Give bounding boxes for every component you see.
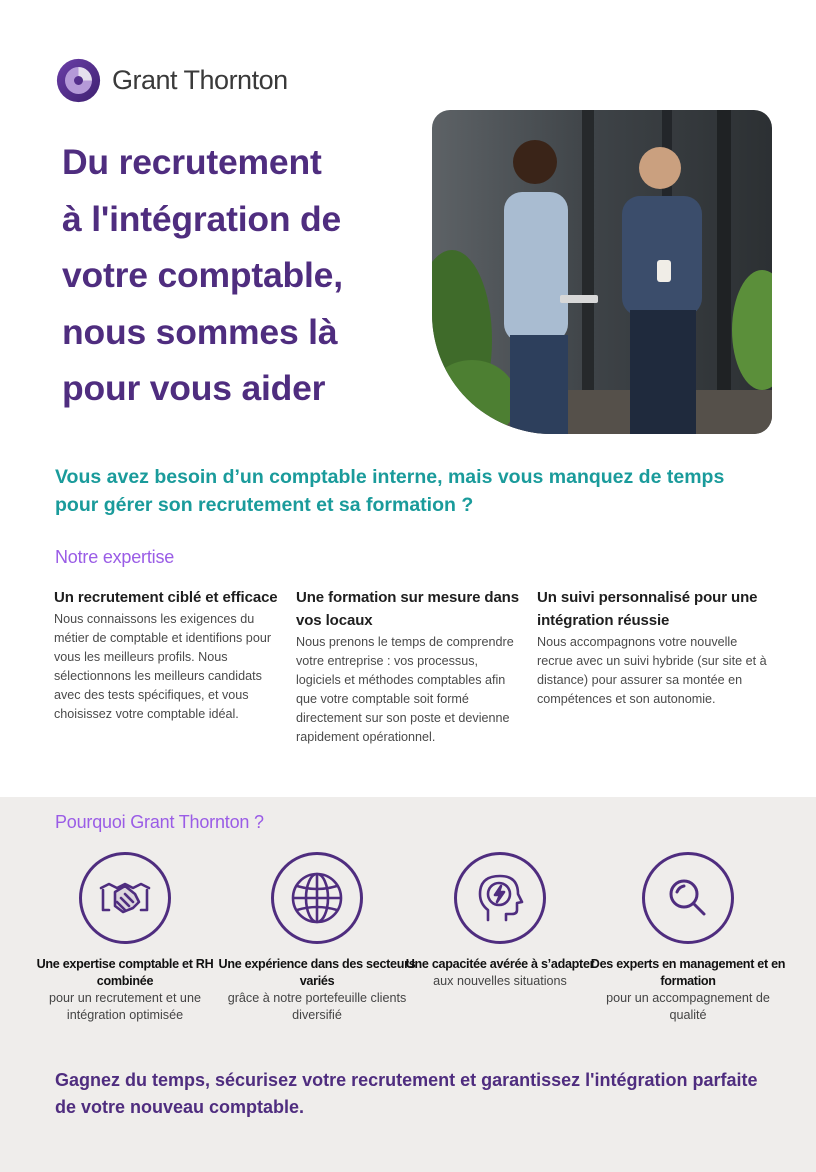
closing-statement: Gagnez du temps, sécurisez votre recrutement et garantissez l'intégration parfaite de votre nouveau comptable. <box>55 1070 758 1117</box>
expertise-title: Notre expertise <box>55 547 175 567</box>
headline-line: à l'intégration de <box>62 198 342 239</box>
why-heading: Une expertise comptable et RH combinée <box>36 957 214 988</box>
intro-question: Vous avez besoin d’un comptable interne, mais vous manquez de temps pour gérer son recrutement et sa formation ? <box>55 466 725 516</box>
headline-line: Du recrutement <box>62 142 322 182</box>
headline-line: pour vous aider <box>62 368 326 408</box>
brand-logo <box>56 58 288 103</box>
why-item <box>217 852 417 1024</box>
expertise-body: Nous connaissons les exigences du métier de comptable et identifions pour vous les meilleurs profils. Nous sélectionnons les meilleurs candidats avec des tests spécifiques, et vous choisissez votre comptable idéal. <box>54 612 272 721</box>
expertise-column <box>537 586 767 709</box>
globe-icon <box>271 852 363 944</box>
why-body: pour un recrutement et une intégration optimisée <box>49 991 201 1022</box>
why-heading: Des experts en management et en formation <box>590 957 786 988</box>
brand-name: Grant Thornton <box>112 65 288 95</box>
expertise-heading: Une formation sur mesure dans vos locaux <box>296 589 519 629</box>
two-men-talking-image <box>432 110 772 434</box>
expertise-heading: Un recrutement ciblé et efficace <box>54 589 278 606</box>
why-heading: Une expérience dans des secteurs variés <box>218 957 416 988</box>
expertise-heading: Un suivi personnalisé pour une intégration réussie <box>537 589 758 629</box>
magnifier-icon <box>642 852 734 944</box>
expertise-body: Nous prenons le temps de comprendre votre entreprise : vos processus, logiciels et méthodes comptables afin que votre comptable soit formé directement sur son poste et devienne rapidement opérationnel. <box>296 635 514 744</box>
expertise-column <box>54 586 284 724</box>
why-title: Pourquoi Grant Thornton ? <box>55 812 264 832</box>
expertise-column <box>296 586 526 747</box>
why-item <box>588 852 788 1024</box>
head-lightning-icon <box>454 852 546 944</box>
handshake-icon <box>79 852 171 944</box>
headline-line: votre comptable, <box>62 255 343 295</box>
headline-line: nous sommes là <box>62 311 338 352</box>
why-body: aux nouvelles situations <box>433 974 567 988</box>
why-body: pour un accompagnement de qualité <box>606 991 770 1022</box>
expertise-body: Nous accompagnons votre nouvelle recrue avec un suivi hybride (sur site et à distance) pour assurer sa montée en compétences et son autonomie. <box>537 635 767 706</box>
why-item <box>25 852 225 1024</box>
why-body: grâce à notre portefeuille clients diversifié <box>227 991 407 1022</box>
hero-photo <box>432 110 772 434</box>
why-heading: Une capacitée avérée à s’adapter <box>405 957 595 971</box>
page-headline <box>62 134 422 417</box>
why-item <box>400 852 600 990</box>
grant-thornton-logo-icon <box>56 58 101 103</box>
